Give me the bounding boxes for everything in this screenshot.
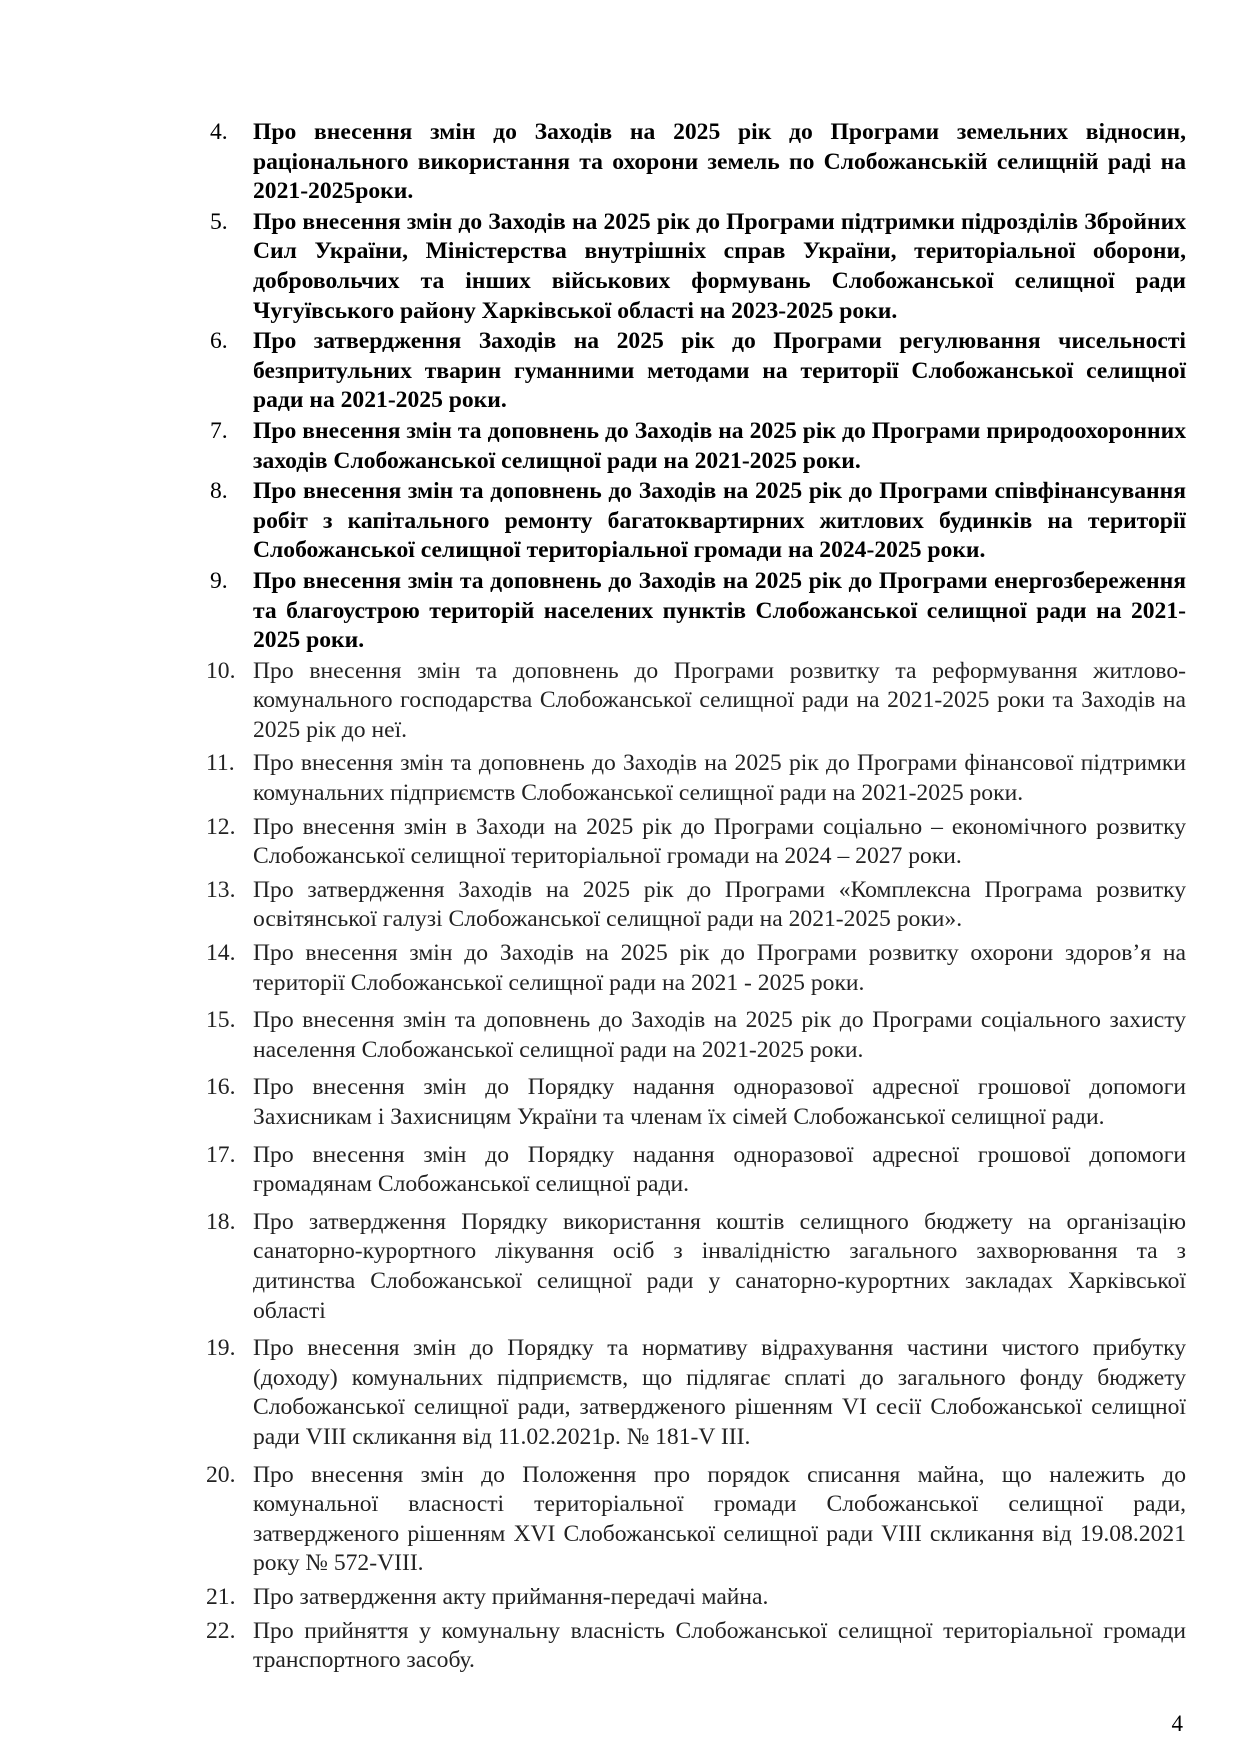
- item-text: Про внесення змін до Заходів на 2025 рік до Програми розвитку охорони здоров’я на території Слобожанської селищної ради на 2021 - 2025 роки.: [253, 940, 1186, 996]
- agenda-item-17: [206, 1141, 1186, 1200]
- item-text: Про затвердження акту приймання-передачі майна.: [253, 1583, 769, 1610]
- item-text: Про прийняття у комунальну власність Слобожанської селищної територіальної громади транспортного засобу.: [253, 1617, 1186, 1674]
- agenda-item-22: [206, 1617, 1186, 1676]
- item-number: 16.: [206, 1074, 236, 1101]
- agenda-item-5: [210, 208, 1186, 326]
- item-number: 7.: [210, 417, 228, 444]
- agenda-item-9: [210, 567, 1186, 656]
- item-text: Про внесення змін та доповнень до Заходів на 2025 рік до Програми співфінансування робіт з капітального ремонту багатоквартирних житлових будинків на території Слобожанської селищної територіальної громади на 2024-2025 роки.: [253, 478, 1186, 564]
- agenda-item-7: [210, 417, 1186, 476]
- item-text: Про внесення змін та доповнень до Заходів на 2025 рік до Програми соціального захисту населення Слобожанської селищної ради на 2021-2025 роки.: [253, 1007, 1186, 1063]
- item-number: 14.: [206, 940, 236, 967]
- item-text: Про внесення змін в Заходи на 2025 рік до Програми соціально – економічного розвитку Слобожанської селищної територіальної громади на 2024 – 2027 роки.: [253, 813, 1186, 870]
- item-number: 8.: [210, 478, 228, 505]
- item-number: 4.: [210, 119, 228, 145]
- agenda-item-15: [206, 1006, 1186, 1065]
- agenda-item-19: [206, 1334, 1186, 1452]
- agenda-item-14: [206, 939, 1186, 998]
- item-number: 5.: [210, 208, 228, 235]
- item-number: 10.: [206, 657, 236, 684]
- item-number: 9.: [210, 567, 228, 594]
- agenda-item-12: [206, 813, 1186, 872]
- item-text: Про внесення змін до Заходів на 2025 рік до Програми підтримки підрозділів Збройних Сил України, Міністерства внутрішніх справ України, територіальної оборони, добровольчих та інших військових формувань Слобожанської селищної ради Чугуївського району Харківської області на 2023-2025 роки.: [253, 208, 1186, 324]
- item-number: 15.: [206, 1007, 236, 1034]
- agenda-item-16: [206, 1073, 1186, 1132]
- item-text: Про внесення змін та доповнень до Заходів на 2025 рік до Програми природоохоронних заходів Слобожанської селищної ради на 2021-2025 роки.: [253, 417, 1186, 474]
- item-text: [253, 1334, 1186, 1452]
- item-text: Про внесення змін до Порядку надання одноразової адресної грошової допомоги громадянам Слобожанської селищної ради.: [253, 1141, 1186, 1198]
- agenda-list: [206, 118, 1186, 1680]
- item-number: 17.: [206, 1141, 236, 1168]
- item-number: 6.: [210, 328, 228, 355]
- agenda-item-8: [210, 477, 1186, 566]
- item-text: Про внесення змін та доповнень до Програми розвитку та реформування житлово-комунального господарства Слобожанської селищної ради на 2021-2025 роки та Заходів на 2025 рік до неї.: [253, 657, 1186, 743]
- agenda-item-4: [210, 118, 1186, 207]
- item-text: Про внесення змін та доповнень до Заходів на 2025 рік до Програми енергозбереження та благоустрою територій населених пунктів Слобожанської селищної ради на 2021-2025 роки.: [253, 567, 1186, 654]
- item-number: 12.: [206, 813, 236, 840]
- item-number: 22.: [206, 1617, 236, 1644]
- agenda-item-10: [206, 657, 1186, 746]
- item-number: 20.: [206, 1461, 236, 1488]
- item-number: 11.: [206, 750, 235, 777]
- page-number: 4: [1171, 1711, 1183, 1736]
- item-text: Про затвердження Заходів на 2025 рік до Програми «Комплексна Програма розвитку освітянської галузі Слобожанської селищної ради на 2021-2025 роки».: [253, 876, 1186, 933]
- agenda-item-20: [206, 1461, 1186, 1579]
- agenda-item-21: [206, 1583, 1186, 1613]
- item-number: 18.: [206, 1208, 236, 1235]
- item-text: Про внесення змін до Заходів на 2025 рік до Програми земельних відносин, раціонального використання та охорони земель по Слобожанській селищній раді на 2021-2025роки.: [253, 119, 1186, 205]
- item-text: Про внесення змін та доповнень до Заходів на 2025 рік до Програми фінансової підтримки комунальних підприємств Слобожанської селищної ради на 2021-2025 роки.: [253, 750, 1186, 807]
- item-text: Про внесення змін до Порядку надання одноразової адресної грошової допомоги Захисникам і Захисницям України та членам їх сімей Слобожанської селищної ради.: [253, 1074, 1186, 1130]
- item-text: Про затвердження Заходів на 2025 рік до Програми регулювання чисельності безпритульних тварин гуманними методами на території Слобожанської селищної ради на 2021-2025 роки.: [253, 328, 1186, 414]
- item-text-lead: Про внесення змін до: [253, 1335, 508, 1362]
- item-text: Про затвердження Порядку використання коштів селищного бюджету на організацію санаторно-курортного лікування осіб з інвалідністю загального захворювання та з дитинства Слобожанської селищної ради у санаторно-курортних закладах Харківської області: [253, 1208, 1186, 1324]
- item-number: 19.: [206, 1335, 236, 1362]
- item-text: Про внесення змін до Положення про порядок списання майна, що належить до комунальної власності територіальної громади Слобожанської селищної ради, затвердженого рішенням XVI Слобожанської селищної ради VIII скликання від 19.08.2021 року № 572-VIII.: [253, 1461, 1186, 1577]
- item-number: 21.: [206, 1583, 236, 1610]
- agenda-item-6: [210, 327, 1186, 416]
- agenda-item-13: [206, 876, 1186, 935]
- agenda-item-18: [206, 1208, 1186, 1326]
- item-number: 13.: [206, 876, 236, 903]
- item-text-main: Порядку та нормативу відрахування частини чистого прибутку (доходу) комунальних підприємств, що підлягає сплаті до загального фонду бюджету Слобожанської селищної ради, затвердженого рішенням VI сесії Слобожанської селищної ради VIII скликання від 11.02.2021р. № 181-V ІІІ.: [253, 1335, 1186, 1450]
- agenda-item-11: [206, 749, 1186, 808]
